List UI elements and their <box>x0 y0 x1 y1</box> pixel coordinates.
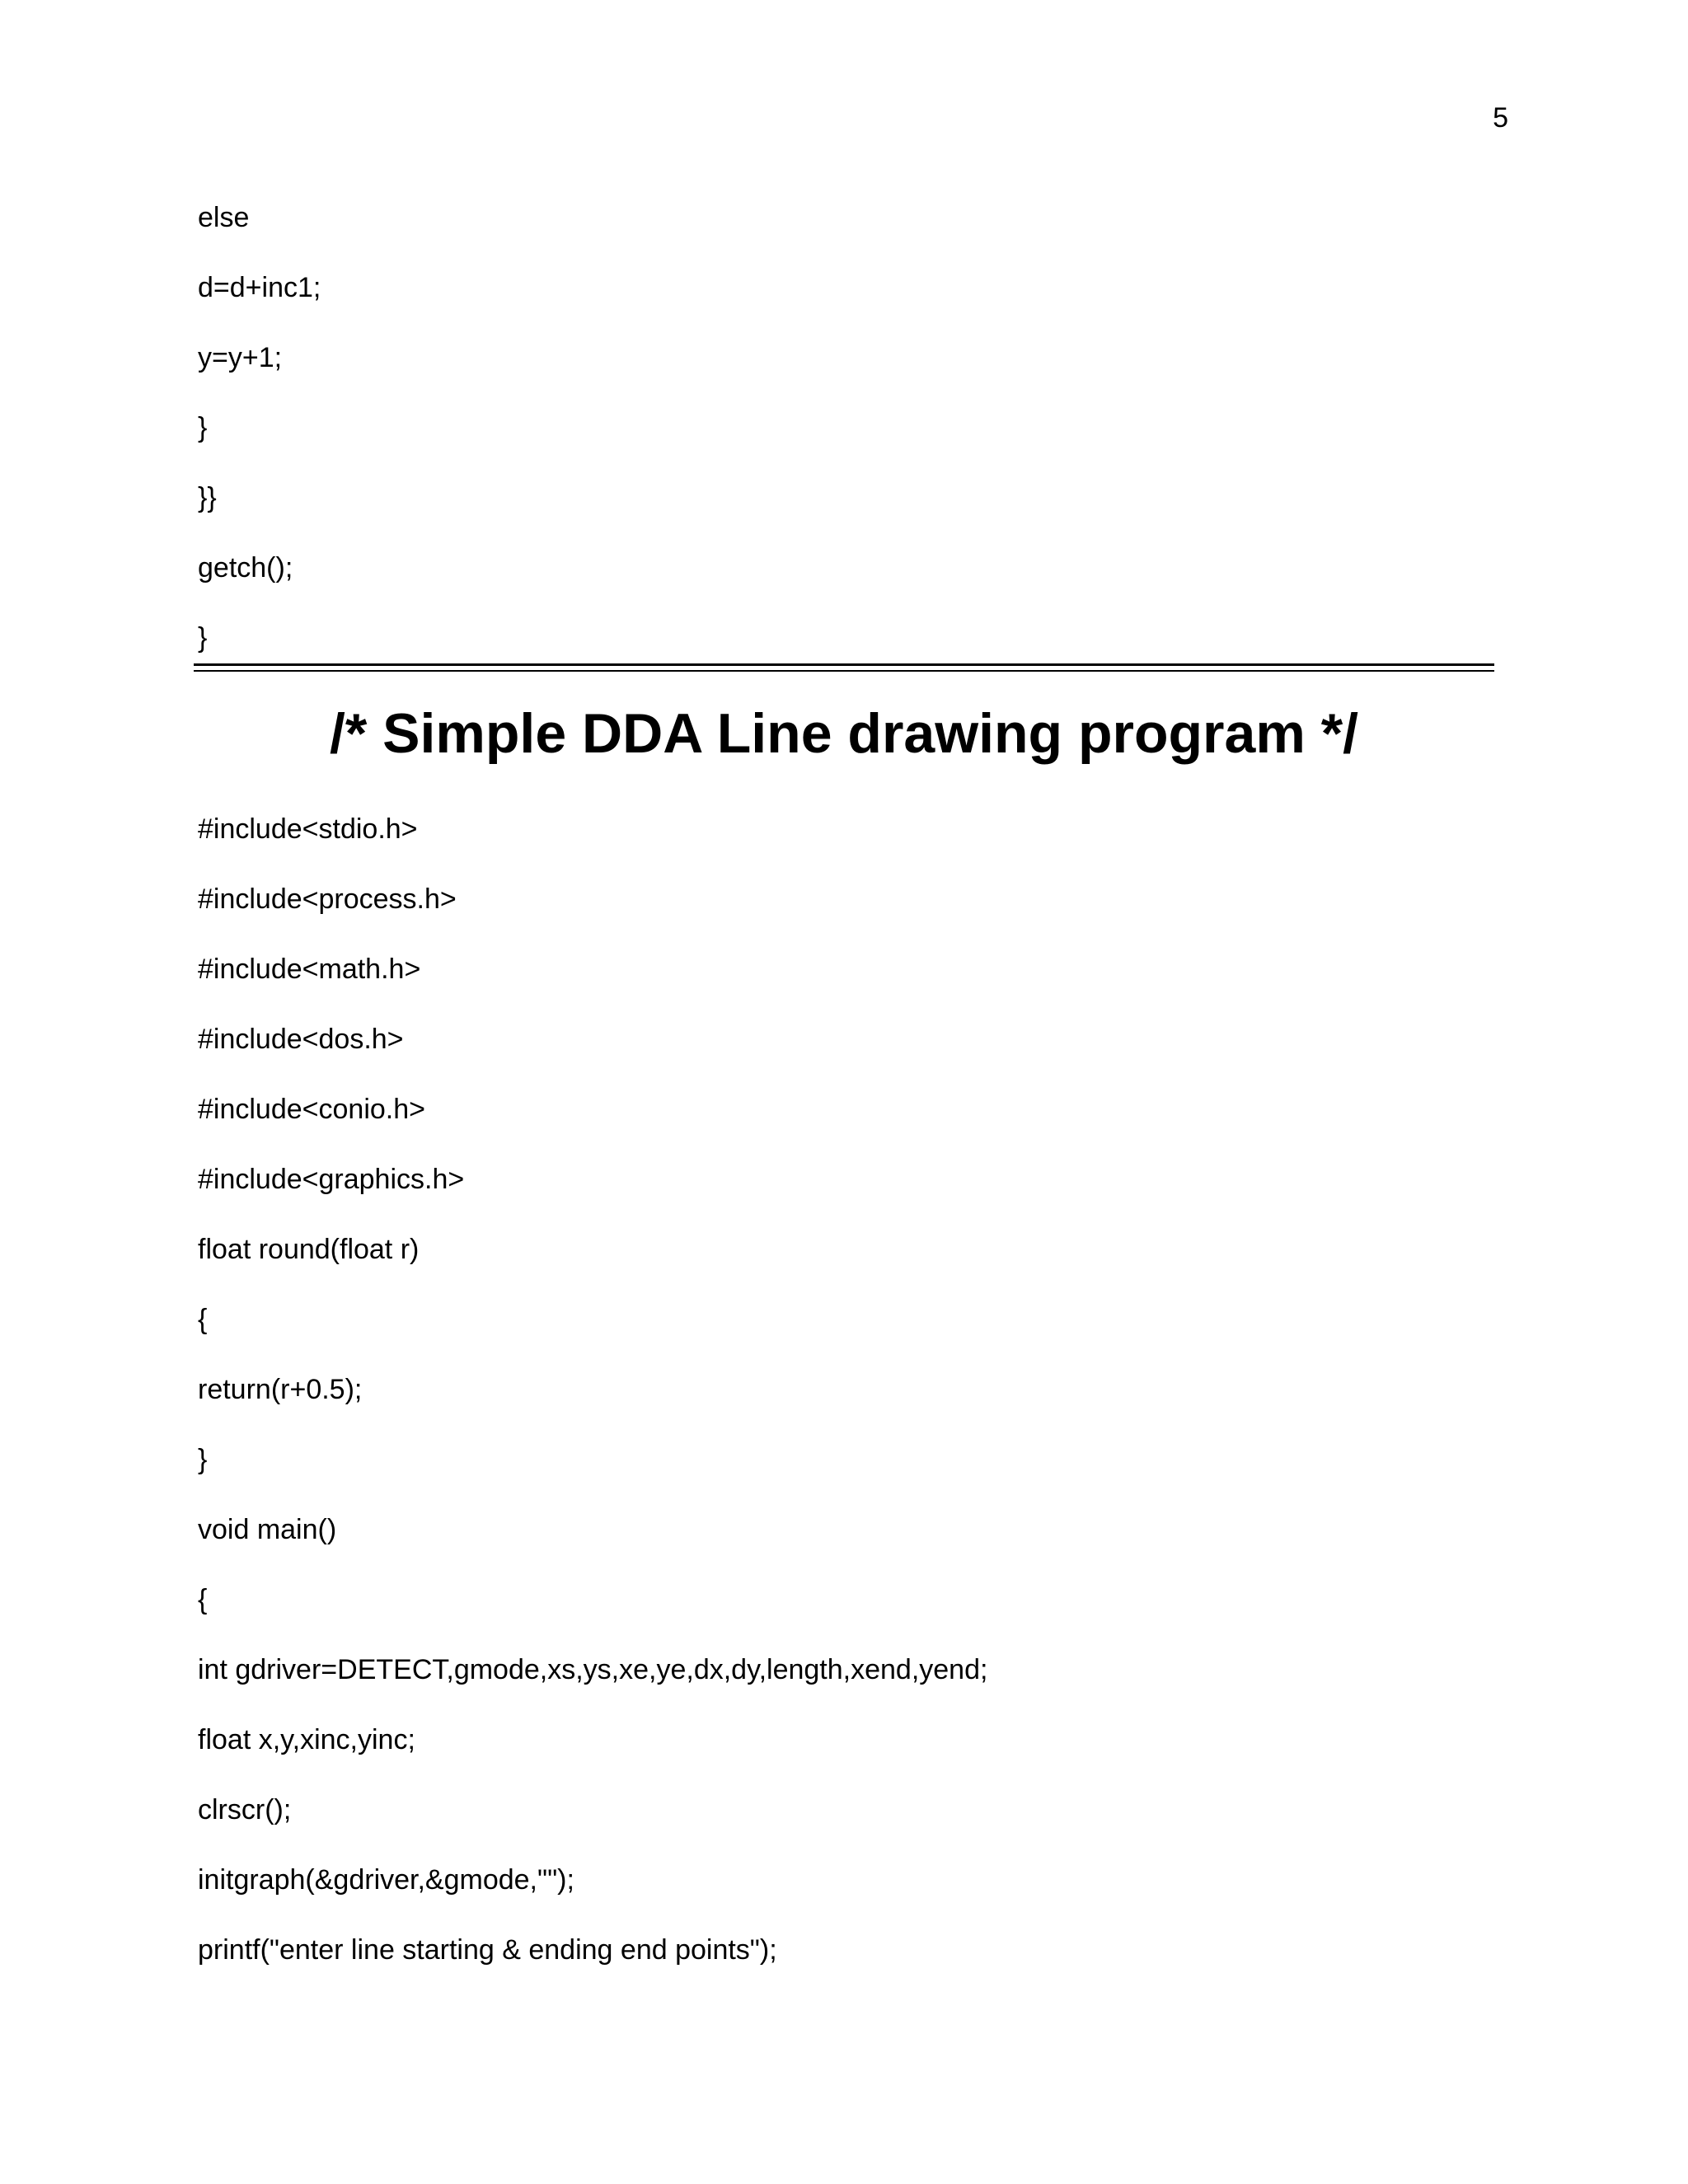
section-title: /* Simple DDA Line drawing program */ <box>329 702 1359 765</box>
code-line: } <box>198 622 208 654</box>
code-line: } <box>198 1444 208 1475</box>
code-line: return(r+0.5); <box>198 1374 363 1405</box>
code-line: else <box>198 202 250 233</box>
code-line: getch(); <box>198 552 293 583</box>
code-line: #include<process.h> <box>198 883 457 915</box>
code-line: int gdriver=DETECT,gmode,xs,ys,xe,ye,dx,dy,length,xend,yend; <box>198 1654 988 1685</box>
code-line: #include<conio.h> <box>198 1094 426 1125</box>
code-line: printf("enter line starting & ending end points"); <box>198 1934 777 1966</box>
double-rule-separator <box>194 663 1494 672</box>
code-line: d=d+inc1; <box>198 272 321 303</box>
code-line: { <box>198 1304 208 1335</box>
code-line: void main() <box>198 1514 337 1545</box>
code-line: float round(float r) <box>198 1234 420 1265</box>
code-line: float x,y,xinc,yinc; <box>198 1724 415 1755</box>
code-line: initgraph(&gdriver,&gmode,""); <box>198 1864 574 1896</box>
code-line: #include<graphics.h> <box>198 1164 465 1195</box>
code-line: #include<dos.h> <box>198 1024 404 1055</box>
code-line: clrscr(); <box>198 1794 292 1825</box>
page-number: 5 <box>1493 102 1508 134</box>
code-continuation-block <box>198 200 321 691</box>
program-code-block <box>198 812 987 2003</box>
code-line: y=y+1; <box>198 342 283 373</box>
code-line: #include<stdio.h> <box>198 813 418 845</box>
code-line: } <box>198 412 208 443</box>
code-line: { <box>198 1584 208 1615</box>
code-line: }} <box>198 482 217 513</box>
code-line: #include<math.h> <box>198 954 421 985</box>
